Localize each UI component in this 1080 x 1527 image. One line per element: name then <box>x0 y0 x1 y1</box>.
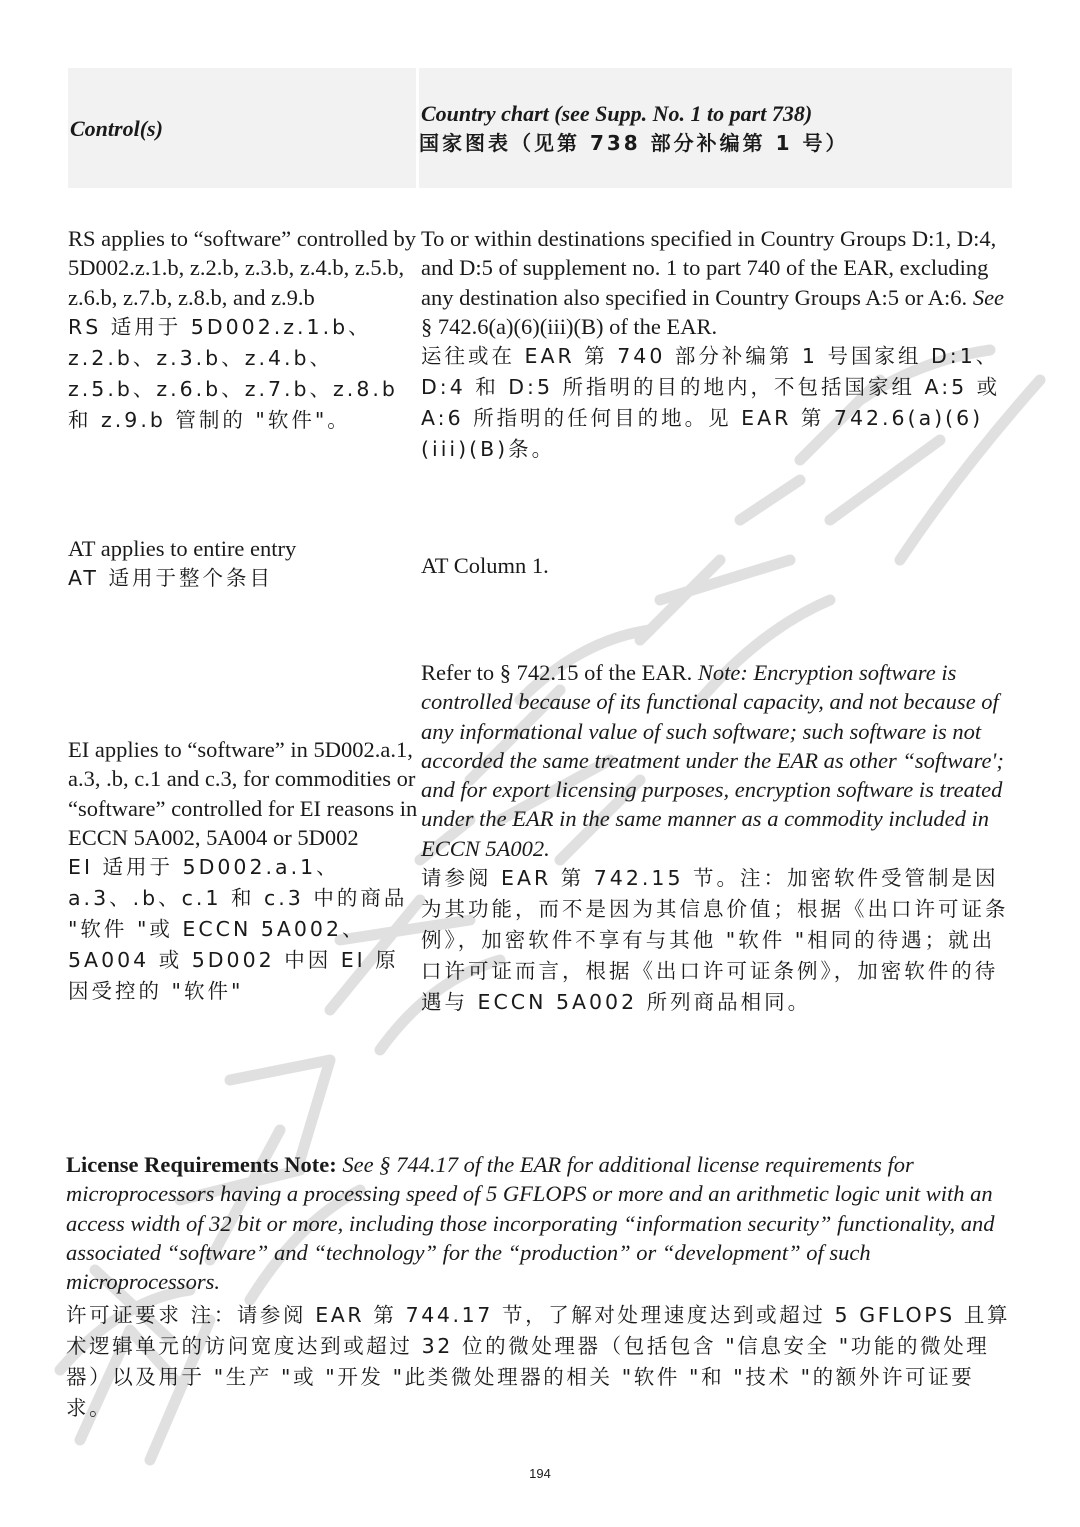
at-country-chart-text: AT Column 1. <box>421 553 549 578</box>
rs-country-chart-text-zh: 运往或在 EAR 第 740 部分补编第 1 号国家组 D:1、D:4 和 D:5 所指明的目的地内，不包括国家组 A:5 或 A:6 所指明的任何目的地。见 EAR 第 742.6(a)(6)(iii)(B)条。 <box>421 344 1001 462</box>
at-control-cell <box>68 534 418 594</box>
license-note-text: See § 744.17 of the EAR for additional license requirements for microprocessors having a processing speed of 5 GFLOPS or more and an arithmetic logic unit with an access width of 32 bit or more, including those incorporating “information security” functionality, and associated “software” and “technology” for the “production” or “development” of such microprocessors. <box>66 1152 995 1295</box>
at-country-chart-cell <box>421 551 1013 580</box>
license-requirements-note <box>66 1150 1018 1424</box>
ei-control-text: EI applies to “software” in 5D002.a.1, a.3, .b, c.1 and c.3, for commodities or “software” controlled for EI reasons in ECCN 5A002, 5A004 or 5D002 <box>68 737 418 850</box>
at-control-text: AT applies to entire entry <box>68 536 297 561</box>
ei-chart-note: Note: Encryption software is controlled because of its functional capacity, and not because of any informational value of such software; such software is not accorded the same treatment under the EAR as other “software'; and for export licensing purposes, encryption software is treated under the EAR in the same manner as a commodity included in ECCN 5A002. <box>421 660 1004 861</box>
rs-control-text-zh: RS 适用于 5D002.z.1.b、z.2.b、z.3.b、z.4.b、z.5.b、z.6.b、z.7.b、z.8.b 和 z.9.b 管制的 "软件"。 <box>68 314 398 432</box>
rs-country-chart-cell <box>421 224 1013 465</box>
ei-country-chart-text <box>421 658 1013 863</box>
license-note-label: License Requirements Note: <box>66 1152 337 1177</box>
country-chart-header: Country chart (see Supp. No. 1 to part 738) <box>421 100 813 126</box>
header-controls-cell <box>68 68 416 188</box>
rs-chart-text-a: To or within destinations specified in Country Groups D:1, D:4, and D:5 of supplement no. 1 to part 740 of the EAR, excluding any destination also specified in Country Groups A:5 or A:6. <box>421 226 997 310</box>
license-note-zh: 许可证要求 注：请参阅 EAR 第 744.17 节，了解对处理速度达到或超过 5 GFLOPS 且算术逻辑单元的访问宽度达到或超过 32 位的微处理器（包括包含 "信息安全 "功能的微处理器）以及用于 "生产 "或 "开发 "此类微处理器的相关 "软件 "和 "技术 "的额外许可证要求。 <box>66 1303 1011 1421</box>
ei-control-text-zh: EI 适用于 5D002.a.1、a.3、.b、c.1 和 c.3 中的商品 "软件 "或 ECCN 5A002、5A004 或 5D002 中因 EI 原因受控的 "软件" <box>68 855 408 1004</box>
rs-chart-text-b: § 742.6(a)(6)(iii)(B) of the EAR. <box>421 313 718 339</box>
rs-control-cell <box>68 224 418 436</box>
page-number: 194 <box>529 1466 551 1481</box>
rs-control-text: RS applies to “software” controlled by 5D002.z.1.b, z.2.b, z.3.b, z.4.b, z.5.b, z.6.b, z.7.b, z.8.b, and z.9.b <box>68 226 417 310</box>
country-chart-header-zh: 国家图表（见第 738 部分补编第 1 号） <box>419 130 849 155</box>
at-control-text-zh: AT 适用于整个条目 <box>68 566 273 591</box>
rs-chart-see: See <box>972 284 1005 310</box>
ei-country-chart-cell <box>421 658 1013 1018</box>
controls-header: Control(s) <box>70 115 163 141</box>
ei-chart-text-a: Refer to § 742.15 of the EAR. <box>421 660 693 685</box>
license-note-en <box>66 1150 1018 1296</box>
ei-country-chart-text-zh: 请参阅 EAR 第 742.15 节。注：加密软件受管制是因为其功能，而不是因为其信息价值；根据《出口许可证条例》，加密软件不享有与其他 "软件 "相同的待遇；就出口许可证而言，根据《出口许可证条例》，加密软件的待遇与 ECCN 5A002 所列商品相同。 <box>421 866 1009 1015</box>
header-country-chart-cell <box>419 68 1012 188</box>
ei-control-cell <box>68 735 418 1007</box>
rs-country-chart-text <box>421 224 1013 341</box>
